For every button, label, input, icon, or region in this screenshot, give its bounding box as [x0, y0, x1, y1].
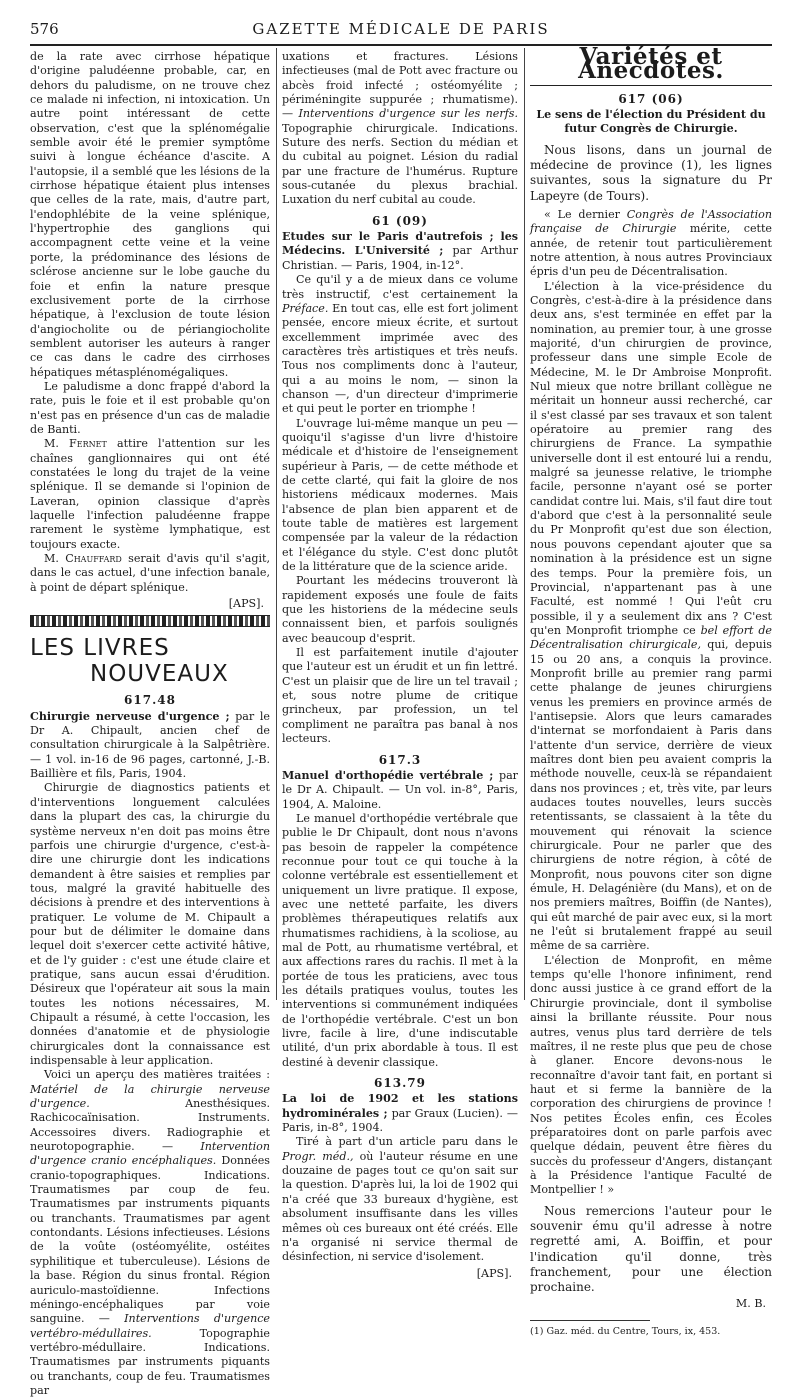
book-title: Etudes sur le Paris d'autrefois ; les Médecins. L'Université ; — [282, 230, 518, 258]
column-1 — [30, 50, 270, 1398]
column-divider-left — [276, 48, 277, 1000]
article-conclusion: Nous remercions l'auteur pour le souvenir ému qu'il adresse à notre regretté ami, A. Boiffin, et pour l'indication qu'il donne, très franchement, pour une élection prochaine. — [530, 1203, 772, 1295]
page-number: 576 — [30, 20, 59, 38]
signature: [APS]. — [228, 597, 264, 611]
review-paragraph: Ce qu'il y a de mieux dans ce volume très instructif, c'est certainement la Préface. En tout cas, elle est fort joliment pensée, encore mieux écrite, et surtout excellemment imprimée avec des caractères très artistiques et très neufs. Tous nos compliments donc à l'auteur, qui a au moins le nom, — sinon la chanson —, d'un directeur d'imprimerie et qui peut le porter en triomphe ! — [282, 273, 518, 416]
article-paragraph: de la rate avec cirrhose hépatique d'origine paludéenne probable, car, en dehors du paludisme, on ne trouve chez ce malade ni infection, ni intoxication. Un autre point intéressant de cette observation, c'est que la splénomégalie semble avoir été le premier symptôme suivi à longue échéance d'ascite. A l'autopsie, il a semblé que les lésions de la cirrhose hépatique étaient plus intenses que celles de la rate, mais, d'autre part, l'endophlébite de la veine splénique, l'hypertrophie des ganglions qui accompagnent cette veine et la veine porte, la prédominance des lésions de sclérose ancienne sur le lobe gauche du foie et enfin la nature presque exclusivement porte de la cirrhose hépatique, à l'exclusion de toute lésion d'angiocholite ou de périangiocholite semblent autoriser les auteurs à ranger ce cas dans le cadre des cirrhoses hépatiques métasplénomégaliques. — [30, 50, 270, 379]
column-3 — [530, 43, 772, 1339]
page-header — [30, 20, 772, 42]
book-reference: La loi de 1902 et les stations hydrominérales ; par Graux (Lucien). — Paris, in-8°, 1904. — [282, 1092, 518, 1135]
review-paragraph: Pourtant les médecins trouveront là rapidement exposés une foule de faits que les historiens de la médecine seuls connaissent bien, et parfois soulignés avec beaucoup d'esprit. — [282, 574, 518, 645]
review-paragraph: uxations et fractures. Lésions infectieuses (mal de Pott avec fracture ou abcès froid infecté ; ostéomyélite ; périméningite suppurée ; rhumatisme). — Interventions d'urgence sur les nerfs. Topographie chirurgicale. Indications. Suture des nerfs. Section du médian et du cubital au poignet. Lésion du radial par une fracture de l'humérus. Rupture sous-cutanée du plexus brachial. Luxation du nerf cubital au coude. — [282, 50, 519, 207]
classification-number: 61 (09) — [372, 213, 428, 228]
author-name: M. Fernet — [44, 437, 107, 451]
classification-number: 617.3 — [378, 752, 422, 767]
footnote: (1) Gaz. méd. du Centre, Tours, ix, 453. — [530, 1325, 721, 1337]
review-paragraph: Chirurgie de diagnostics patients et d'interventions longuement calculées dans la plupart des cas, la chirurgie du système nerveux n'en doit pas moins être parfois une chirurgie d'urgence, c'est-à-dire une chirurgie dont les indications demandent à être saisies et remplies par tous, malgré la gravité habituelle des décisions à prendre et des interventions à pratiquer. Le volume de M. Chipault a pour but de délimiter le domaine dans lequel doit s'exercer cette activité hâtive, et de l'y guider : c'est une étude claire et pratique, sans aucun essai d'érudition. Désireux que l'opérateur ait sous la main toutes les notions nécessaires, M. Chipault a résumé, à cette l'occasion, les données d'anatomie et de physiologie chirurgicales dont la connaissance est indispensable à leur application. — [30, 781, 270, 1067]
article-intro: Nous lisons, dans un journal de médecine de province (1), les lignes suivantes, sous la signature du Pr Lapeyre (de Tours). — [530, 142, 772, 203]
review-paragraph: Il est parfaitement inutile d'ajouter que l'auteur est un érudit et un fin lettré. C'est un plaisir que de lire un tel travail ; et, sous notre plume de critique grincheux, par profession, un tel compliment ne paraîtra pas banal à nos lecteurs. — [282, 646, 518, 746]
book-reference: Chirurgie nerveuse d'urgence ; par le Dr A. Chipault, ancien chef de consultation chirurgicale à la Salpêtrière. — 1 vol. in-16 de 96 pages, cartonné, J.-B. Baillière et fils, Paris, 1904. — [30, 709, 270, 781]
quote-paragraph: L'élection à la vice-présidence du Congrès, c'est-à-dire à la présidence dans deux ans, s'est terminée en effet par la nomination, au premier tour, à une grosse majorité, d'un chirurgien de province, professeur dans une simple Ecole de Médecine, M. le Dr Ambroise Monprofit. Nul mieux que notre brillant collègue ne méritait un honneur aussi recherché, car il s'est classé par ses travaux et son talent opératoire au premier rang des chirurgiens de France. La sympathie universelle dont il est entouré lui a rendu, malgré sa jeunesse relative, le triomphe facile, personne n'ayant osé se porter candidat contre lui. Mais, s'il faut dire tout d'abord que c'est à la personnalité seule du Pr Monprofit qu'est due son élection, nous pouvons cependant ajouter que sa nomination à la présidence est un signe des temps. Pour la première fois, un Provincial, n'appartenant pas à une Faculté, est nommé ! Qui l'eût cru possible, il y a seulement dix ans ? C'est qu'en Monprofit triomphe ce bel effort de Décentralisation chirurgicale, qui, depuis 15 ou 20 ans, a conquis la province. Monprofit brille au premier rang parmi cette phalange de jeunes chirurgiens venus les premiers en province armés de l'antisepsie. Alors que leurs camarades d'internat se morfondaient à Paris dans l'attente d'un service, derrière de vieux maîtres dont bien peu avaient compris la méthode nouvelle, ceux-là se répandaient dans nos provinces ; et, très vite, par leurs audaces toutes nouvelles, leurs succès retentissants, se classaient à la tête du mouvement qui rénovait la science chirurgicale. Pour ne parler que des chirurgiens de notre région, à côté de Monprofit, nous pouvons citer son digne émule, H. Delagénière (du Mans), et on de nos premiers maîtres, Boiffin (de Nantes), qui eût marché de pair avec eux, si la mort ne l'eût si brutalement frappé au seuil même de sa carrière. — [530, 279, 772, 953]
journal-title: GAZETTE MÉDICALE DE PARIS — [252, 20, 550, 38]
classification-number: 613.79 — [374, 1076, 426, 1091]
quote-paragraph: « Le dernier Congrès de l'Association française de Chirurgie mérite, cette année, de retenir tout particulièrement notre attention, à nous autres Provinciaux épris d'un peu de Décentralisation. — [530, 207, 772, 279]
review-paragraph: Tiré à part d'un article paru dans le Progr. méd., où l'auteur résume en une douzaine de pages tout ce qu'on sait sur la question. D'après lui, la loi de 1902 qui n'a créé que 33 bureaux d'hygiène, est absolument insuffisante dans les villes mêmes où ces bureaux ont été créés. Elle n'a organisé ni service thermal de désinfection, ni service d'isolement. — [282, 1135, 518, 1264]
column-2 — [282, 50, 518, 1281]
signature: M. B. — [735, 1297, 766, 1311]
footnote-rule — [530, 1320, 650, 1321]
review-paragraph: Voici un aperçu des matières traitées : Matériel de la chirurgie nerveuse d'urgence. Anesthésiques. Rachicocaïnisation. Instruments. Accessoires divers. Radiographie et neurotopographie. — Intervention d'urgence cranio encéphaliques. Données cranio-topographiques. Indications. Traumatismes par coup de feu. Traumatismes par instruments piquants ou tranchants. Traumatismes par agent contondants. Lésions infectieuses. Lésions de la voûte (ostéomyélite, ostéites syphilitique et tuberculeuse). Lésions de la base. Région du sinus frontal. Région auriculo-mastoïdienne. Infections méningo-encéphaliques par voie sanguine. — Interventions d'urgence vertébro-médullaires. Topographie vertébro-médullaire. Indications. Traumatismes par instruments piquants ou tranchants, coup de feu. Traumatismes par — [30, 1068, 271, 1397]
column-divider-right — [524, 48, 525, 1000]
book-reference: Etudes sur le Paris d'autrefois ; les Médecins. L'Université ; par Arthur Christian. — Paris, 1904, in-12°. — [282, 230, 518, 272]
ornamental-divider — [30, 615, 270, 627]
classification-number: 617.48 — [124, 693, 176, 708]
quote-paragraph: L'élection de Monprofit, en même temps qu'elle l'honore infiniment, rend donc aussi justice à ce grand effort de la Chirurgie provinciale, dont il symbolise ainsi la brillante réussite. Pour nous autres, venus plus tard derrière de tels maîtres, il ne reste plus que peu de chose à glaner. Encore devons-nous le reconnaître d'avoir tant fait, en portant si haut et si ferme la bannière de la corporation des chirurgiens de province ! Nos petites Écoles enfin, ces Écoles préparatoires dont on parle parfois avec quelque dédain, peuvent être fières du succès du professeur d'Angers, distançant à la Présidence l'antique Faculté de Montpellier ! » — [530, 953, 772, 1197]
article-subtitle: Le sens de l'élection du Président du futur Congrès de Chirurgie. — [536, 108, 766, 136]
book-reference: Manuel d'orthopédie vertébrale ; par le Dr A. Chipault. — Un vol. in-8°, Paris, 1904, A. Maloine. — [282, 768, 518, 811]
book-title: Chirurgie nerveuse d'urgence ; — [30, 709, 230, 723]
book-title: La loi de 1902 et les stations hydrominérales ; — [282, 1092, 518, 1120]
section-heading: Variétés et Anecdotes. — [530, 50, 772, 86]
review-paragraph: L'ouvrage lui-même manque un peu — quoiqu'il s'agisse d'un livre d'histoire médicale et d'histoire de l'enseignement supérieur à Paris, — de cette méthode et de cette clarté, qui fait la gloire de nos historiens médicaux modernes. Mais l'absence de plan bien apparent et de toute table de matières est largement compensée par la valeur de la rédaction et l'élégance du style. C'est donc plutôt de la littérature que de la science aride. — [282, 416, 518, 574]
classification-number: 617 (06) — [618, 91, 684, 106]
author-name: M. Chauffard — [44, 552, 122, 566]
article-paragraph: Le paludisme a donc frappé d'abord la rate, puis le foie et il est probable qu'on n'est pas en présence d'un cas de maladie de Banti. — [30, 379, 270, 436]
book-title: Manuel d'orthopédie vertébrale ; — [282, 768, 494, 782]
signature: [APS]. — [476, 1266, 512, 1280]
article-paragraph: M. Chauffard serait d'avis qu'il s'agit, dans le cas actuel, d'une infection banale, à point de départ splénique. — [30, 552, 270, 594]
article-paragraph: M. Fernet attire l'attention sur les chaînes ganglionnaires qui ont été constatées le long du trajet de la veine splénique. Il se demande si l'opinion de Laveran, opinion classique d'après laquelle l'infection paludéenne frappe rarement le système lymphatique, est toujours exacte. — [30, 437, 270, 551]
review-paragraph: Le manuel d'orthopédie vertébrale que publie le Dr Chipault, dont nous n'avons pas besoin de rappeler la compétence reconnue pour tout ce qui touche à la colonne vertébrale est essentiellement et uniquement un livre pratique. Il expose, avec une netteté parfaite, les divers problèmes thérapeutiques relatifs aux rhumatismes rachidiens, à la scoliose, au mal de Pott, au rhumatisme vertébral, et aux affections rares du rachis. Il met à la portée de tous les praticiens, avec tous les détails pratiques voulus, toutes les interventions si communément indiquées de l'orthopédie vertébrale. C'est un bon livre, facile à lire, d'une indiscutable utilité, d'un prix abordable à tous. Il est destiné à devenir classique. — [282, 811, 518, 1069]
section-heading: LES LIVRES NOUVEAUX — [30, 635, 229, 688]
